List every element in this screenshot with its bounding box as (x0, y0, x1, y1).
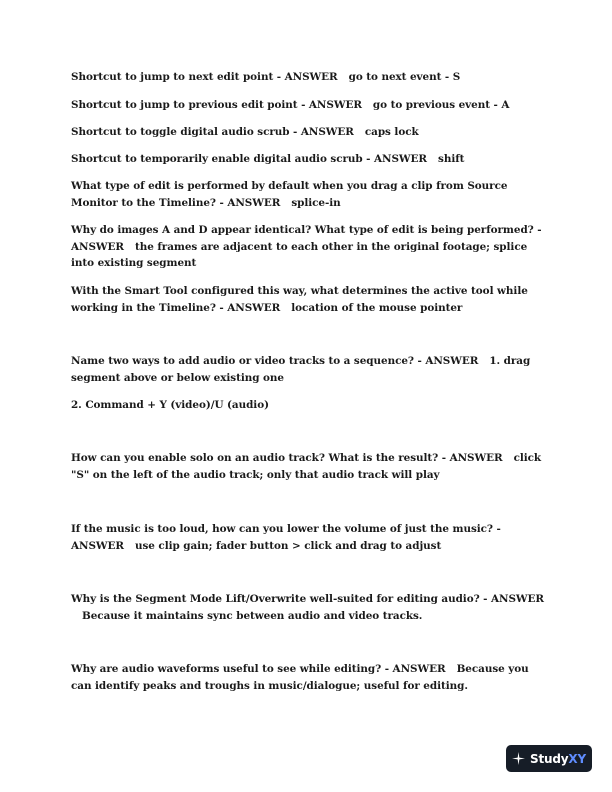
answer-text: 2. Command + Y (video)/U (audio) (71, 399, 269, 411)
answer-text: Because it maintains sync between audio and video tracks. (82, 609, 423, 622)
qa-item (71, 151, 551, 168)
qa-item (71, 353, 551, 386)
answer-text: click "S" on the left of the audio track; only that audio track will play (71, 452, 542, 481)
qa-item (71, 283, 551, 316)
question-text: What type of edit is performed by default when you drag a clip from Source Monitor to the Timeline? - ANSWER (71, 180, 508, 209)
studyxy-badge[interactable] (506, 745, 592, 772)
qa-item (71, 450, 551, 483)
question-text: Name two ways to add audio or video tracks to a sequence? - ANSWER (71, 355, 479, 367)
answer-text: 1. drag segment above or below existing one (71, 355, 531, 384)
question-text: Shortcut to jump to previous edit point - ANSWER (71, 99, 362, 111)
qa-item (71, 97, 551, 114)
question-text: Shortcut to temporarily enable digital audio scrub - ANSWER (71, 153, 428, 165)
answer-text: shift (438, 153, 465, 165)
qa-item (71, 124, 551, 141)
question-text: With the Smart Tool configured this way, what determines the active tool while working in the Timeline? - ANSWER (71, 285, 528, 314)
qa-item (71, 178, 551, 211)
qa-item (71, 222, 551, 272)
answer-text: the frames are adjacent to each other in the original footage; splice into existing segment (71, 240, 528, 269)
question-text: Why do images A and D appear identical? What type of edit is being performed? - ANSWER (71, 224, 542, 253)
answer-text: location of the mouse pointer (291, 301, 463, 314)
question-text: Shortcut to jump to next edit point - ANSWER (71, 71, 338, 83)
brand-name (530, 752, 586, 766)
question-text: Why is the Segment Mode Lift/Overwrite well-suited for editing audio? - ANSWER (71, 593, 545, 605)
answer-text: caps lock (364, 126, 419, 138)
qa-item-continuation (71, 397, 551, 414)
answer-text: Because you can identify peaks and troughs in music/dialogue; useful for editing. (71, 663, 529, 692)
answer-text: go to next event - S (348, 71, 461, 83)
answer-text: go to previous event - A (372, 99, 510, 111)
question-text: Why are audio waveforms useful to see while editing? - ANSWER (71, 663, 446, 675)
qa-item (71, 521, 551, 554)
brand-accent: XY (568, 751, 586, 766)
qa-item (71, 661, 551, 694)
answer-text: splice-in (291, 196, 341, 209)
question-text: Shortcut to toggle digital audio scrub - ANSWER (71, 126, 354, 138)
question-text: How can you enable solo on an audio track? What is the result? - ANSWER (71, 452, 503, 464)
brand-main: Study (530, 751, 569, 766)
plus-icon (512, 752, 525, 765)
answer-text: use clip gain; fader button > click and drag to adjust (135, 539, 442, 552)
question-text: If the music is too loud, how can you lower the volume of just the music? - ANSWER (71, 523, 501, 552)
qa-item (71, 69, 551, 86)
qa-item (71, 591, 551, 624)
